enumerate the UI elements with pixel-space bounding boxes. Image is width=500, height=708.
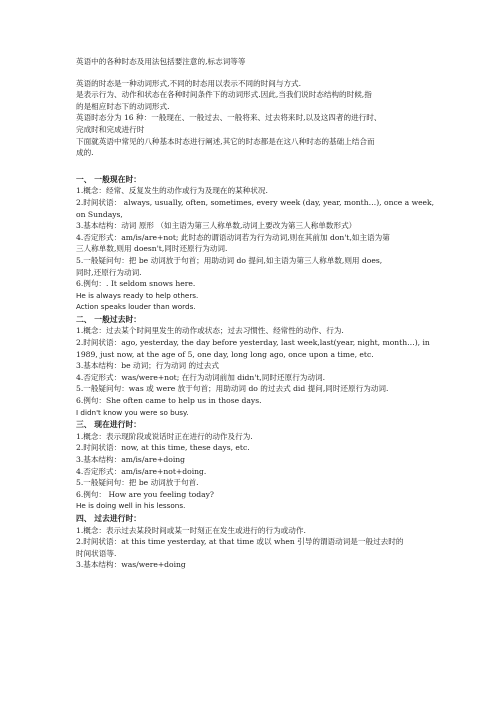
section-line: 5.一般疑问句：was 或 were 放于句首；用助动词 do 的过去式 did 提问,同时还原行为动词. xyxy=(76,384,389,394)
example-sentence: He is doing well in his lessons. xyxy=(76,501,186,511)
section-line: 5.一般疑问句：把 be 动词放于句首. xyxy=(76,478,199,488)
section-line: 6.例句：. It seldom snows here. xyxy=(76,279,196,289)
section-past-continuous xyxy=(76,513,436,571)
section-line: 3.基本结构：am/is/are+doing xyxy=(76,455,186,464)
document-title: 英语中的各种时态及用法包括要注意的,标志词等等 xyxy=(76,57,246,66)
section-line: 6.例句： How are you feeling today? xyxy=(76,489,214,499)
document-page xyxy=(76,56,436,571)
section-line: 时间状语等. xyxy=(76,548,117,558)
section-line: 4.否定形式：was/were+not; 在行为动词前加 didn't,同时还原行为动词. xyxy=(76,372,325,382)
intro-line: 的是相应时态下的动词形式. xyxy=(76,101,170,111)
section-simple-present xyxy=(76,174,436,313)
section-line: 2.时间状语：at this time yesterday, at that time 或以 when 引导的谓语动词是一般过去时的 xyxy=(76,537,404,547)
section-line: 3.基本结构：be 动词；行为动词 的过去式 xyxy=(76,361,219,371)
example-sentence: He is always ready to help others. xyxy=(76,290,199,300)
intro-line: 完成时和完成进行时 xyxy=(76,124,145,134)
section-line: on Sundays, xyxy=(76,209,123,219)
intro-paragraph xyxy=(76,78,436,159)
section-present-continuous xyxy=(76,419,436,512)
section-line: 1.概念：过去某个时间里发生的动作或状态；过去习惯性、经常性的动作、行为. xyxy=(76,326,344,336)
section-line: 三人称单数,则用 doesn't,同时还原行为动词. xyxy=(76,244,228,254)
section-line: 6.例句：She often came to help us in those days. xyxy=(76,396,262,406)
intro-line: 下面就英语中常见的八种基本时态进行阐述,其它的时态都是在这八种时态的基础上结合而 xyxy=(76,136,375,146)
section-line: 同时,还原行为动词. xyxy=(76,267,142,277)
section-heading: 二、 一般过去时： xyxy=(76,314,142,324)
section-line: 2.时间状语：ago, yesterday, the day before yesterday, last week,last(year, night, month…), in xyxy=(76,338,430,348)
section-line: 2.时间状语： always, usually, often, sometimes, every week (day, year, month…), once a week, xyxy=(76,197,435,207)
section-simple-past xyxy=(76,314,436,418)
section-line: 5.一般疑问句：把 be 动词放于句首；用助动词 do 提问,如主语为第三人称单数,则用 does, xyxy=(76,255,383,265)
intro-line: 英语时态分为 16 种：一般现在、一般过去、一般将来、过去将来时,以及这四者的进行时、 xyxy=(76,113,382,123)
section-line: 2.时间状语：now, at this time, these days, etc. xyxy=(76,443,250,453)
intro-line: 成的. xyxy=(76,148,94,158)
section-line: 1.概念：经常、反复发生的动作或行为及现在的某种状况. xyxy=(76,186,268,196)
section-line: 1989, just now, at the age of 5, one day, long long ago, once upon a time, etc. xyxy=(76,349,374,359)
intro-line: 英语的时态是一种动词形式,不同的时态用以表示不同的时间与方式. xyxy=(76,78,302,88)
section-line: 3.基本结构：was/were+doing xyxy=(76,560,186,570)
section-heading: 一、 一般现在时： xyxy=(76,174,142,184)
section-line: 4.否定形式：am/is/are+not+doing. xyxy=(76,466,207,476)
example-sentence: I didn't know you were so busy. xyxy=(76,407,189,417)
example-sentence: Action speaks louder than words. xyxy=(76,302,196,312)
section-line: 1.概念：表示现阶段或说话时正在进行的动作及行为. xyxy=(76,431,253,441)
section-line: 3.基本结构：动词 原形 （如主语为第三人称单数,动词上要改为第三人称单数形式） xyxy=(76,221,357,231)
section-line: 4.否定形式：am/is/are+not; 此时态的谓语动词若为行为动词,则在其前加 don't,如主语为第 xyxy=(76,232,390,242)
section-heading: 四、 过去进行时： xyxy=(76,513,142,523)
section-heading: 三、 现在进行时： xyxy=(76,420,142,430)
section-line: 1.概念：表示过去某段时间或某一时刻正在发生或进行的行为或动作. xyxy=(76,525,306,535)
intro-line: 是表示行为、动作和状态在各种时间条件下的动词形式.因此,当我们说时态结构的时候,指 xyxy=(76,90,372,100)
